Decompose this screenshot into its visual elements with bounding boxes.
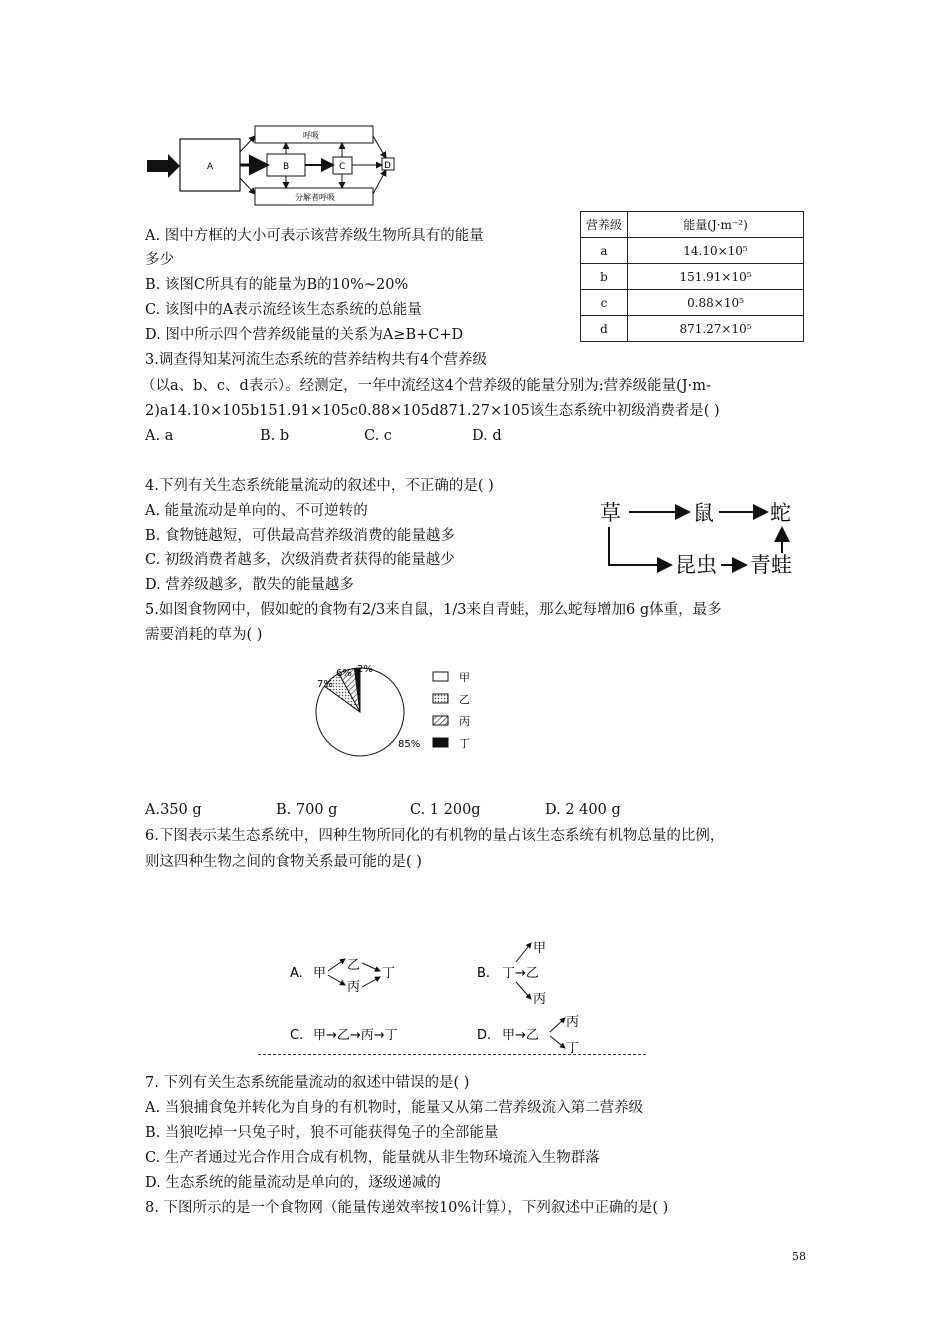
q7-option-b: B. 当狼吃掉一只兔子时，狼不可能获得兔子的全部能量	[145, 1125, 499, 1141]
decomposer-label: 分解者呼吸	[295, 193, 335, 202]
pie-label-bing: 6%	[336, 668, 352, 679]
q8-stem: 8. 下图所示的是一个食物网（能量传递效率按10%计算），下列叙述中正确的是( )	[145, 1200, 669, 1216]
q6-d-label: D.	[477, 1028, 492, 1043]
frog-label: 青蛙	[750, 553, 792, 577]
table-cell-energy: 0.88×10⁵	[628, 290, 804, 316]
pie-label-jia: 85%	[398, 739, 421, 750]
q6-a-jia: 甲	[313, 966, 327, 981]
q3-stem-line3: 2)a14.10×105b151.91×105c0.88×105d871.27×105该生态系统中初级消费者是( )	[145, 403, 720, 419]
q6-b-bing: 丙	[533, 992, 547, 1007]
q6-c-label: C.	[290, 1028, 304, 1043]
table-header-level: 营养级	[581, 212, 628, 238]
table-cell-energy: 14.10×10⁵	[628, 238, 804, 264]
q3-option-a: A. a	[145, 428, 174, 444]
table-cell-level: c	[581, 290, 628, 316]
q7-option-a: A. 当狼捕食兔并转化为自身的有机物时，能量又从第二营养级流入第二营养级	[145, 1100, 644, 1116]
q6-b-label: B.	[477, 966, 491, 981]
dashed-divider	[258, 1054, 646, 1055]
q6-a-yi: 乙	[347, 958, 361, 973]
grass-label: 草	[600, 501, 621, 525]
q6-d-bing: 丙	[566, 1015, 580, 1030]
q6-b-chain: 丁→乙	[502, 966, 539, 981]
respiration-label: 呼吸	[303, 131, 319, 140]
q5-stem-line2: 需要消耗的草为( )	[145, 627, 263, 643]
table-cell-energy: 871.27×10⁵	[628, 316, 804, 342]
q4-option-a: A. 能量流动是单向的、不可逆转的	[145, 503, 368, 519]
snake-label: 蛇	[770, 501, 791, 525]
box-b-label: B	[283, 162, 290, 172]
q6-stem-line1: 6.下图表示某生态系统中，四种生物所同化的有机物的量占该生态系统有机物总量的比例，	[145, 828, 725, 844]
box-d-label: D	[384, 161, 391, 171]
legend-swatch-yi	[433, 694, 448, 703]
pie-label-ding: 2%	[357, 664, 373, 675]
table-row	[581, 238, 804, 264]
insect-label: 昆虫	[675, 553, 717, 577]
q5-stem-line1: 5.如图食物网中，假如蛇的食物有2/3来自鼠，1/3来自青蛙，那么蛇每增加6 g体重，最多	[145, 602, 722, 618]
q2-option-b: B. 该图C所具有的能量为B的10%~20%	[145, 277, 409, 293]
q6-a-label: A.	[290, 966, 303, 981]
pie-label-yi: 7%	[317, 679, 333, 690]
q6-options-diagram	[285, 935, 605, 1055]
table-cell-level: a	[581, 238, 628, 264]
q3-stem-line2: （以a、b、c、d表示）。经测定，一年中流经这4个营养级的能量分别为:营养级能量(J·m-	[141, 378, 711, 394]
legend-swatch-jia	[433, 672, 448, 681]
q4-option-b: B. 食物链越短，可供最高营养级消费的能量越多	[145, 528, 455, 544]
q6-b-jia: 甲	[533, 941, 547, 956]
legend-label-yi: 乙	[459, 693, 470, 706]
table-cell-level: b	[581, 264, 628, 290]
legend-label-bing: 丙	[459, 715, 470, 728]
table-row	[581, 316, 804, 342]
box-c-label: C	[339, 162, 346, 172]
table-cell-level: d	[581, 316, 628, 342]
q3-option-c: C. c	[364, 428, 392, 444]
legend-label-ding: 丁	[459, 737, 470, 750]
q3-option-d: D. d	[472, 428, 502, 444]
energy-flow-diagram	[140, 122, 400, 212]
q2-option-a-line2: 多少	[145, 252, 174, 268]
table-cell-energy: 151.91×10⁵	[628, 264, 804, 290]
input-arrow	[147, 154, 180, 178]
legend-swatch-ding	[433, 738, 448, 747]
q5-option-b: B. 700 g	[276, 802, 338, 818]
q7-option-d: D. 生态系统的能量流动是单向的，逐级递减的	[145, 1175, 441, 1191]
q2-option-c: C. 该图中的A表示流经该生态系统的总能量	[145, 302, 422, 318]
legend-label-jia: 甲	[459, 671, 470, 684]
table-row	[581, 290, 804, 316]
q6-d-ding: 丁	[566, 1041, 580, 1055]
box-a-label: A	[207, 162, 214, 172]
q6-d-chain: 甲→乙	[502, 1028, 539, 1043]
mouse-label: 鼠	[693, 501, 714, 525]
page-number: 58	[792, 1250, 806, 1263]
q7-option-c: C. 生产者通过光合作用合成有机物，能量就从非生物环境流入生物群落	[145, 1150, 600, 1166]
table-row	[581, 264, 804, 290]
pie-chart	[305, 655, 495, 770]
q7-stem: 7. 下列有关生态系统能量流动的叙述中错误的是( )	[145, 1075, 470, 1091]
q5-option-c: C. 1 200g	[410, 802, 481, 818]
table-header-energy: 能量(J·m⁻²)	[628, 212, 804, 238]
q3-option-b: B. b	[260, 428, 290, 444]
q2-option-a-line1: A. 图中方框的大小可表示该营养级生物所具有的能量	[145, 228, 484, 244]
q4-stem: 4.下列有关生态系统能量流动的叙述中，不正确的是( )	[145, 478, 494, 494]
energy-table	[580, 211, 804, 342]
q6-a-bing: 丙	[347, 980, 361, 995]
q2-option-d: D. 图中所示四个营养级能量的关系为A≥B+C+D	[145, 327, 464, 343]
q5-option-a: A.350 g	[145, 802, 202, 818]
q6-stem-line2: 则这四种生物之间的食物关系最可能的是( )	[145, 854, 422, 870]
q4-option-d: D. 营养级越多，散失的能量越多	[145, 577, 354, 593]
q4-option-c: C. 初级消费者越多，次级消费者获得的能量越少	[145, 552, 455, 568]
food-web-diagram	[595, 495, 810, 580]
q5-option-d: D. 2 400 g	[545, 802, 621, 818]
legend-swatch-bing	[433, 716, 448, 725]
q6-a-ding: 丁	[382, 966, 396, 981]
q3-stem-line1: 3.调查得知某河流生态系统的营养结构共有4个营养级	[145, 352, 488, 368]
q6-c-chain: 甲→乙→丙→丁	[313, 1028, 398, 1043]
